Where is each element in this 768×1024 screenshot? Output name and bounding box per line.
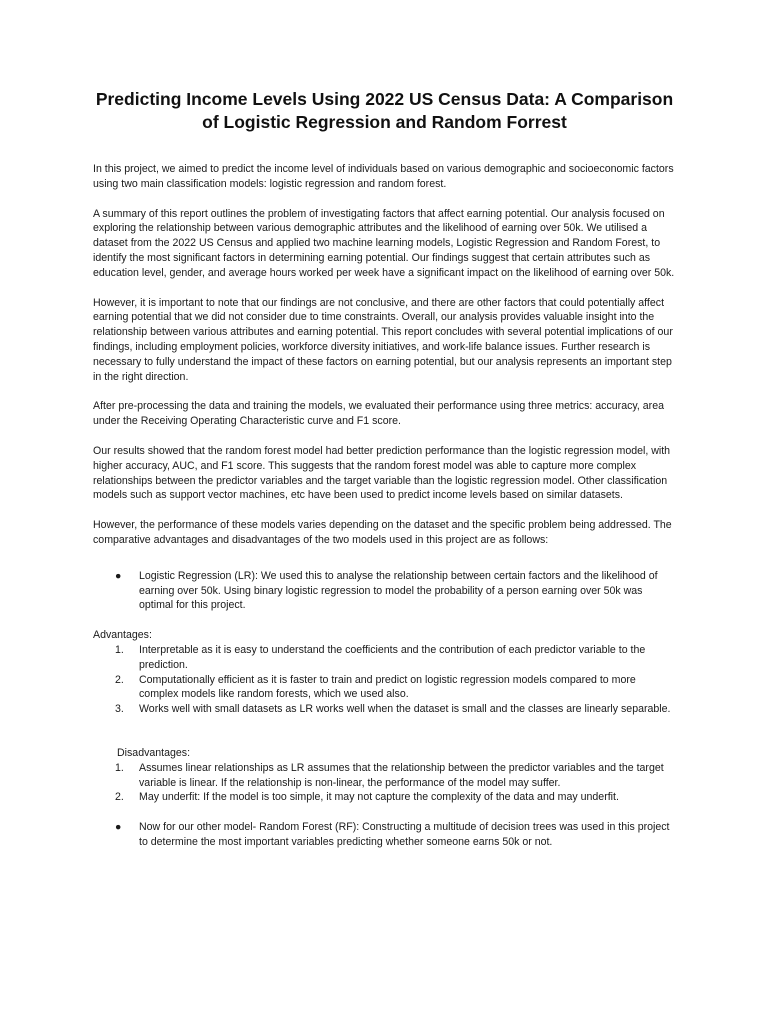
disadvantages-label: Disadvantages: xyxy=(117,746,191,759)
list-item: 1. Interpretable as it is easy to understand the coefficients and the contribution of each predictor variable to the prediction. xyxy=(115,643,646,671)
disadvantages-list xyxy=(93,761,676,805)
paragraph-summary: A summary of this report outlines the problem of investigating factors that affect earning potential. Our analysis focused on exploring the relationship between various demographic attributes and the likelihood of earning over 50k. We utilised a dataset from the 2022 US Census and applied two machine learning models, Logistic Regression and Random Forest, to identify the most significant factors in determining earning potential. Our findings suggest that certain attributes such as education level, gender, and average hours worked per week have a significant impact on the likelihood of earning over 50k. xyxy=(93,207,675,279)
paragraph-limitations: However, it is important to note that our findings are not conclusive, and there are other factors that could potentially affect earning potential that we did not consider due to time constraints. Overall, our analysis provides valuable insight into the relationship between various attributes and earning potential. This report concludes with several potential implications of our findings, including employment policies, workforce diversity initiatives, and work-life balance issues. Further research is necessary to fully understand the impact of these factors on earning potential, but our analysis represents an important step in the right direction. xyxy=(93,296,673,383)
bullet-random-forest xyxy=(93,820,676,850)
bullet-logistic-regression xyxy=(93,569,676,613)
advantages-list xyxy=(93,643,676,717)
paragraph-metrics: After pre-processing the data and training the models, we evaluated their performance using three metrics: accuracy, area under the Receiving Operating Characteristic curve and F1 score. xyxy=(93,400,664,428)
paragraph-comparison: However, the performance of these models varies depending on the dataset and the specific problem being addressed. The comparative advantages and disadvantages of the two models used in this project are as follows: xyxy=(93,519,672,546)
paragraph-intro: In this project, we aimed to predict the income level of individuals based on various demographic and socioeconomic factors using two main classification models: logistic regression and random forest. xyxy=(93,163,674,190)
list-item: 3. Works well with small datasets as LR works well when the dataset is small and the classes are linearly separable. xyxy=(115,703,671,716)
paragraph-results: Our results showed that the random forest model had better prediction performance than the logistic regression model, with higher accuracy, AUC, and F1 score. This suggests that the random forest model was able to capture more complex relationships between the predictor variables and the target variable than the logistic regression model. Other classification models such as support vector machines, etc have been used to predict income levels based on similar datasets. xyxy=(93,444,671,502)
advantages-label: Advantages: xyxy=(93,629,152,642)
bullet-icon: ● xyxy=(115,569,122,582)
list-item: 2. Computationally efficient as it is faster to train and predict on logistic regression models compared to more complex models like random forests, which we used also. xyxy=(115,673,636,701)
list-item: 1. Assumes linear relationships as LR assumes that the relationship between the predictor variables and the target variable is linear. If the relationship is non-linear, the performance of the model may suffer. xyxy=(115,761,664,789)
bullet-text: Now for our other model- Random Forest (RF): Constructing a multitude of decision trees was used in this project to determine the most important variables predicting whether someone earns 50k or not. xyxy=(139,821,670,848)
list-item: 2. May underfit: If the model is too simple, it may not capture the complexity of the data and may underfit. xyxy=(115,791,619,804)
bullet-icon: ● xyxy=(115,821,122,834)
document-title: Predicting Income Levels Using 2022 US Census Data: A Comparison of Logistic Regression and Random Forrest xyxy=(95,89,674,132)
bullet-text: Logistic Regression (LR): We used this to analyse the relationship between certain factors and the likelihood of earning over 50k. Using binary logistic regression to model the probability of a person earning over 50k was optimal for this project. xyxy=(139,569,658,612)
